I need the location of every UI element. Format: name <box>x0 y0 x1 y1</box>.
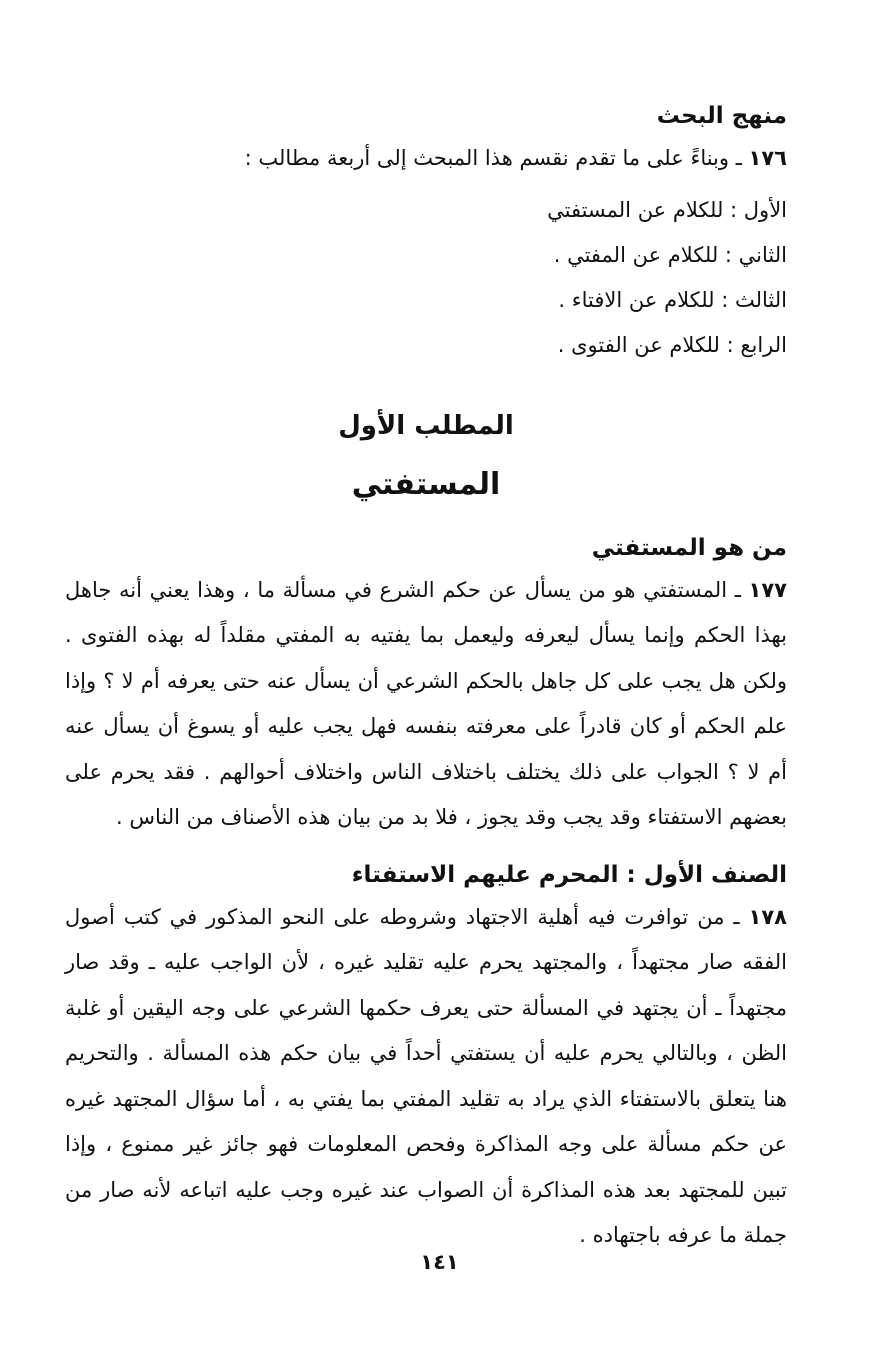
paragraph-number: ١٧٨ <box>748 904 787 929</box>
paragraph-number: ١٧٦ <box>748 146 787 170</box>
paragraph-number: ١٧٧ <box>748 577 787 602</box>
section-heading-method: منهج البحث <box>656 103 787 129</box>
section-heading-category-1: الصنف الأول : المحرم عليهم الاستفتاء <box>351 861 787 888</box>
list-item-first: الأول : للكلام عن المستفتي <box>547 197 787 222</box>
page-number: ١٤١ <box>420 1250 459 1274</box>
list-item-third: الثالث : للكلام عن الافتاء . <box>558 287 787 312</box>
paragraph-text: ـ من توافرت فيه أهلية الاجتهاد وشروطه على النحو المذكور في كتب أصول الفقه صار مجتهداً ، والمجتهد يحرم عليه تقليد غيره ، لأن الواجب عليه ـ وقد صار مجتهداً ـ أن يجتهد في المسألة حتى يعرف حكمها الشرعي على وجه اليقين أو غلبة الظن ، وبالتالي يحرم عليه أن يستفتي أحداً في بيان حكم هذه المسألة . والتحريم هنا يتعلق بالاستفتاء الذي يراد به تقليد المفتي بما يفتي به ، أما سؤال المجتهد غيره عن حكم مسألة على وجه المذاكرة وفحص المعلومات فهو جائز غير ممنوع ، وإذا تبين للمجتهد بعد هذه المذاكرة أن الصواب عند غيره وجب عليه اتباعه لأنه صار من جملة ما عرفه باجتهاده . <box>65 904 787 1247</box>
page-content <box>65 96 787 1259</box>
paragraph-177 <box>65 568 787 841</box>
paragraph-text: ـ المستفتي هو من يسأل عن حكم الشرع في مسألة ما ، وهذا يعني أنه جاهل بهذا الحكم وإنما يسأل ليعرفه وليعمل بما يفتيه به المفتي مقلداً له بهذه الفتوى . ولكن هل يجب على كل جاهل بالحكم الشرعي أن يسأل عنه حتى يعرفه أم لا ؟ وإذا علم الحكم أو كان قادراً على معرفته بنفسه فهل يجب عليه أو يسوغ أن يسأل عنه أم لا ؟ الجواب على ذلك يختلف باختلاف الناس واختلاف أحوالهم . فقد يحرم على بعضهم الاستفتاء وقد يجب وقد يجوز ، فلا بد من بيان هذه الأصناف من الناس . <box>65 577 787 829</box>
list-item-fourth: الرابع : للكلام عن الفتوى . <box>557 332 787 357</box>
list-item-second: الثاني : للكلام عن المفتي . <box>553 242 787 267</box>
chapter-title: المطلب الأول <box>338 410 514 441</box>
paragraph-178 <box>65 895 787 1259</box>
paragraph-text: ـ وبناءً على ما تقدم نقسم هذا المبحث إلى أربعة مطالب : <box>244 146 749 170</box>
chapter-subtitle: المستفتي <box>351 466 501 502</box>
paragraph-176 <box>65 136 787 182</box>
section-heading-who: من هو المستفتي <box>591 534 787 561</box>
parts-list <box>65 188 787 368</box>
